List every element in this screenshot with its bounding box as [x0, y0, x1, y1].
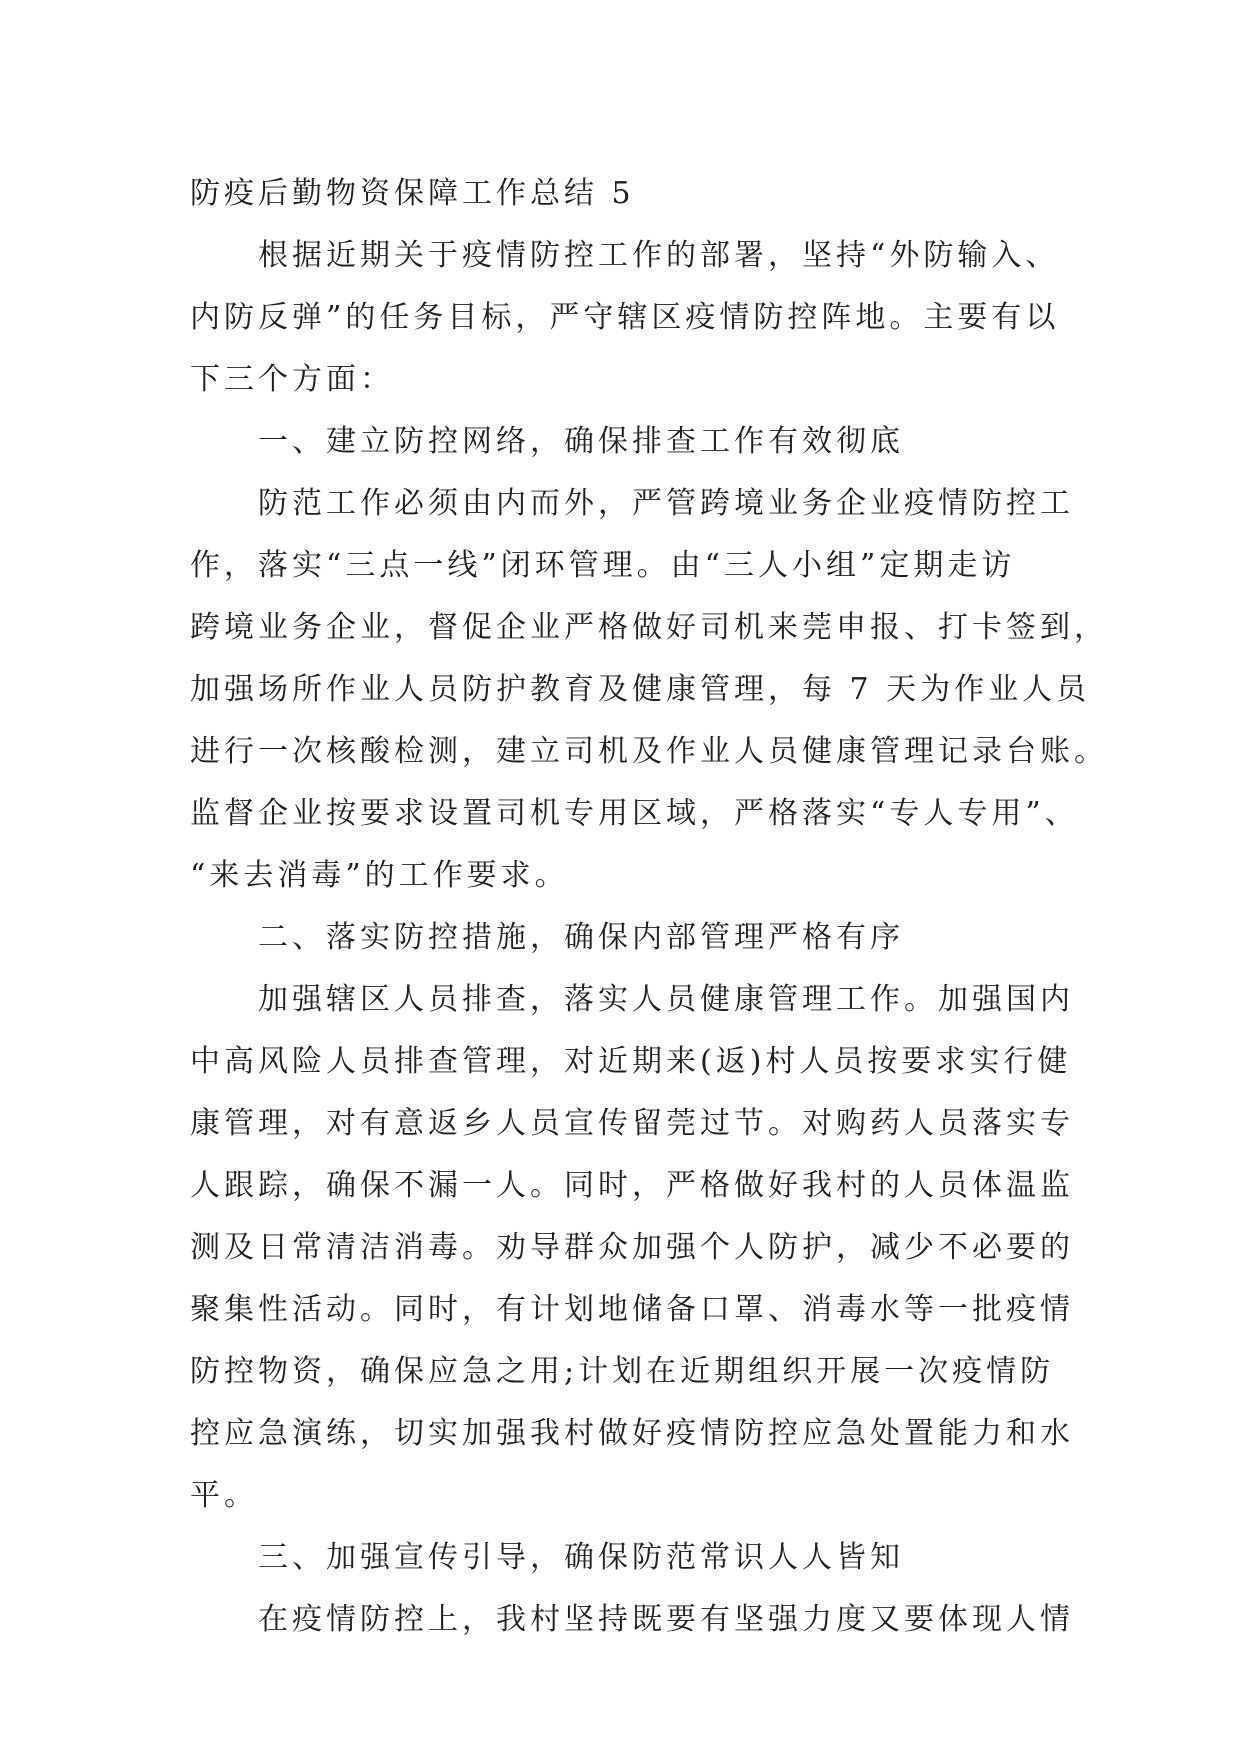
paragraph-line: 人跟踪，确保不漏一人。同时，严格做好我村的人员体温监: [190, 1168, 1074, 1203]
section-heading: 二、落实防控措施，确保内部管理严格有序: [258, 920, 904, 955]
paragraph-line: 康管理，对有意返乡人员宣传留莞过节。对购药人员落实专: [190, 1106, 1074, 1141]
section-heading: 三、加强宣传引导，确保防范常识人人皆知: [258, 1540, 904, 1575]
paragraph-line: 根据近期关于疫情防控工作的部署，坚持“外防输入、: [258, 238, 1060, 273]
paragraph-line: 下三个方面：: [190, 362, 394, 397]
paragraph-line: 控应急演练，切实加强我村做好疫情防控应急处置能力和水: [190, 1416, 1074, 1451]
paragraph-line: 平。: [190, 1478, 258, 1513]
paragraph-line: 加强辖区人员排查，落实人员健康管理工作。加强国内: [258, 982, 1074, 1017]
paragraph-line: 防范工作必须由内而外，严管跨境业务企业疫情防控工: [258, 486, 1074, 521]
paragraph-line: 作，落实“三点一线”闭环管理。由“三人小组”定期走访: [190, 548, 1016, 583]
paragraph-line: 防控物资，确保应急之用;计划在近期组织开展一次疫情防: [190, 1354, 1055, 1389]
paragraph-line: 中高风险人员排查管理，对近期来(返)村人员按要求实行健: [190, 1044, 1072, 1079]
paragraph-line: 跨境业务企业，督促企业严格做好司机来莞申报、打卡签到，: [190, 610, 1108, 645]
section-heading: 一、建立防控网络，确保排查工作有效彻底: [258, 424, 904, 459]
document-body: [190, 163, 1108, 1651]
paragraph-line: 在疫情防控上，我村坚持既要有坚强力度又要体现人情: [258, 1602, 1074, 1637]
document-title: 防疫后勤物资保障工作总结 5: [190, 176, 635, 211]
paragraph-line: 聚集性活动。同时，有计划地储备口罩、消毒水等一批疫情: [190, 1292, 1074, 1327]
paragraph-line: “来去消毒”的工作要求。: [190, 858, 569, 893]
paragraph-line: 加强场所作业人员防护教育及健康管理，每 7 天为作业人员: [190, 672, 1091, 707]
paragraph-line: 进行一次核酸检测，建立司机及作业人员健康管理记录台账。: [190, 734, 1108, 769]
paragraph-line: 测及日常清洁消毒。劝导群众加强个人防护，减少不必要的: [190, 1230, 1074, 1265]
paragraph-line: 监督企业按要求设置司机专用区域，严格落实“专人专用”、: [190, 796, 1079, 831]
paragraph-line: 内防反弹”的任务目标，严守辖区疫情防控阵地。主要有以: [190, 300, 1060, 335]
